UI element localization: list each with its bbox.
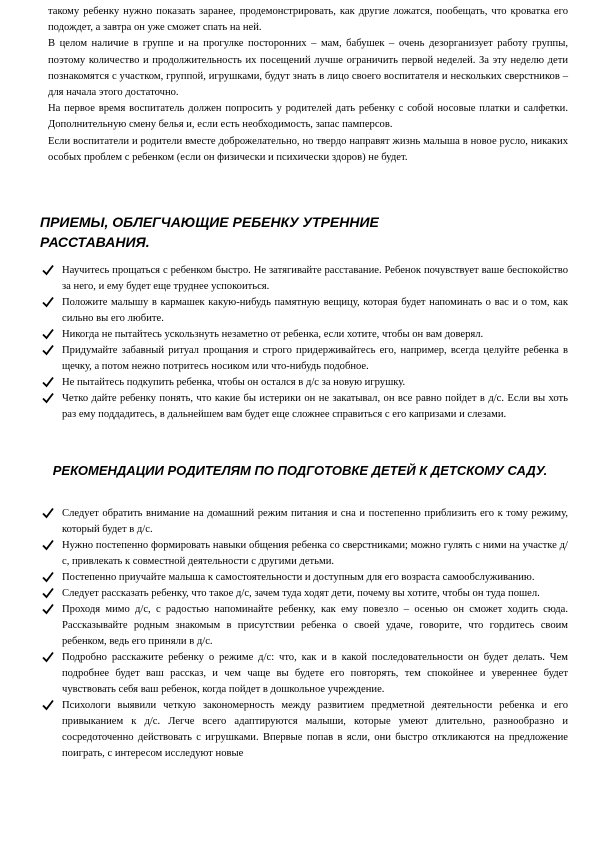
intro-paragraph-4: Если воспитатели и родители вместе доброжелательно, но твердо направят жизнь малыша в новое русло, никаких особых проблем с ребенком (если он физически и психически здоров) не будет.	[48, 135, 568, 163]
intro-paragraph-1: такому ребенку нужно показать заранее, продемонстрировать, как другие ложатся, пообещать, что кроватка его подождет, а завтра он уже сможет спать на ней.	[48, 6, 568, 34]
checkmark-icon	[42, 507, 54, 519]
list-item-text: Не пытайтесь подкупить ребенка, чтобы он остался в д/с за новую игрушку.	[62, 377, 406, 388]
section-2-heading: РЕКОМЕНДАЦИИ РОДИТЕЛЯМ ПО ПОДГОТОВКЕ ДЕТЕЙ К ДЕТСКОМУ САДУ.	[52, 463, 548, 478]
list-item	[40, 375, 568, 391]
list-item	[40, 506, 568, 538]
list-item-text: Подробно расскажите ребенку о режиме д/с: что, как и в какой последовательности он будет делать. Чем подробнее будет ваш рассказ, и чем чаще вы будете его повторять, тем спокойнее и увереннее будет чувствовать себя ваш ребенок, когда пойдет в дошкольное учреждение.	[62, 652, 568, 695]
intro-text	[48, 4, 568, 166]
list-item-text: Положите малышу в кармашек какую-нибудь памятную вещицу, которая будет напоминать о вас и о том, как сильно вы его любите.	[62, 297, 568, 324]
checkmark-icon	[42, 571, 54, 583]
intro-paragraph-2: В целом наличие в группе и на прогулке посторонних – мам, бабушек – очень дезорганизует работу группы, поэтому количество и продолжительность их посещений лучше ограничить первой неделей. За эту неделю дети познакомятся с участком, группой, игрушками, будут знать в лицо своего воспитателя и нескольких сверстников – для начала этого достаточно.	[48, 38, 568, 99]
checkmark-icon	[42, 296, 54, 308]
checkmark-icon	[42, 699, 54, 711]
list-item-text: Следует обратить внимание на домашний режим питания и сна и постепенно приблизить его к тому режиму, который будет в д/с.	[62, 508, 568, 535]
list-item-text: Следует рассказать ребенку, что такое д/с, зачем туда ходят дети, почему вы хотите, чтобы он туда пошел.	[62, 588, 540, 599]
list-item-text: Постепенно приучайте малыша к самостоятельности и доступным для его возраста самообслуживанию.	[62, 572, 535, 583]
checkmark-icon	[42, 376, 54, 388]
checkmark-icon	[42, 539, 54, 551]
checkmark-icon	[42, 392, 54, 404]
intro-paragraph-3: На первое время воспитатель должен попросить у родителей дать ребенку с собой носовые платки и салфетки. Дополнительную смену белья и, если есть необходимость, запас памперсов.	[48, 103, 568, 131]
list-item-text: Проходя мимо д/с, с радостью напоминайте ребенку, как ему повезло – осенью он сможет ходить сюда. Рассказывайте родным знакомым в присутствии ребенка о своей удаче, говорите, что гордитесь своим ребенком, ведь его приняли в д/с.	[62, 604, 568, 647]
checkmark-icon	[42, 264, 54, 276]
list-item	[40, 343, 568, 375]
list-item	[40, 263, 568, 295]
list-item	[40, 391, 568, 423]
section-1-heading: ПРИЕМЫ, ОБЛЕГЧАЮЩИЕ РЕБЕНКУ УТРЕННИЕ РАССТАВАНИЯ.	[40, 214, 379, 250]
list-item	[40, 698, 568, 762]
checkmark-icon	[42, 328, 54, 340]
section-1-list	[40, 263, 568, 423]
checkmark-icon	[42, 603, 54, 615]
list-item-text: Психологи выявили четкую закономерность между развитием предметной деятельности ребенка и его привыканием к д/с. Легче всего адаптируются малыши, которые умеют длительно, разнообразно и сосредоточенно действовать с игрушками. Впервые попав в ясли, они быстро откликаются на предложение поиграть, с интересом исследуют новые	[62, 700, 568, 759]
list-item-text: Научитесь прощаться с ребенком быстро. Не затягивайте расставание. Ребенок почувствует ваше беспокойство за него, и ему будет еще труднее успокоиться.	[62, 265, 568, 292]
checkmark-icon	[42, 587, 54, 599]
section-2-list	[40, 506, 568, 762]
list-item	[40, 538, 568, 570]
list-item	[40, 327, 568, 343]
list-item	[40, 570, 568, 586]
list-item	[40, 650, 568, 698]
list-item-text: Четко дайте ребенку понять, что какие бы истерики он не закатывал, он все равно пойдет в д/с. Если вы хоть раз ему поддадитесь, в дальнейшем вам будет еще сложнее справиться с его капризами и слезами.	[62, 393, 568, 420]
list-item	[40, 295, 568, 327]
list-item	[40, 602, 568, 650]
checkmark-icon	[42, 651, 54, 663]
list-item-text: Никогда не пытайтесь ускользнуть незаметно от ребенка, если хотите, чтобы он вам доверял.	[62, 329, 484, 340]
list-item-text: Нужно постепенно формировать навыки общения ребенка со сверстниками; можно гулять с ними на участке д/с, привлекать к совместной деятельности с другими детьми.	[62, 540, 568, 567]
list-item	[40, 586, 568, 602]
list-item-text: Придумайте забавный ритуал прощания и строго придерживайтесь его, например, всегда целуйте ребенка в щечку, а потом нежно потритесь носиком или что-нибудь подобное.	[62, 345, 568, 372]
checkmark-icon	[42, 344, 54, 356]
